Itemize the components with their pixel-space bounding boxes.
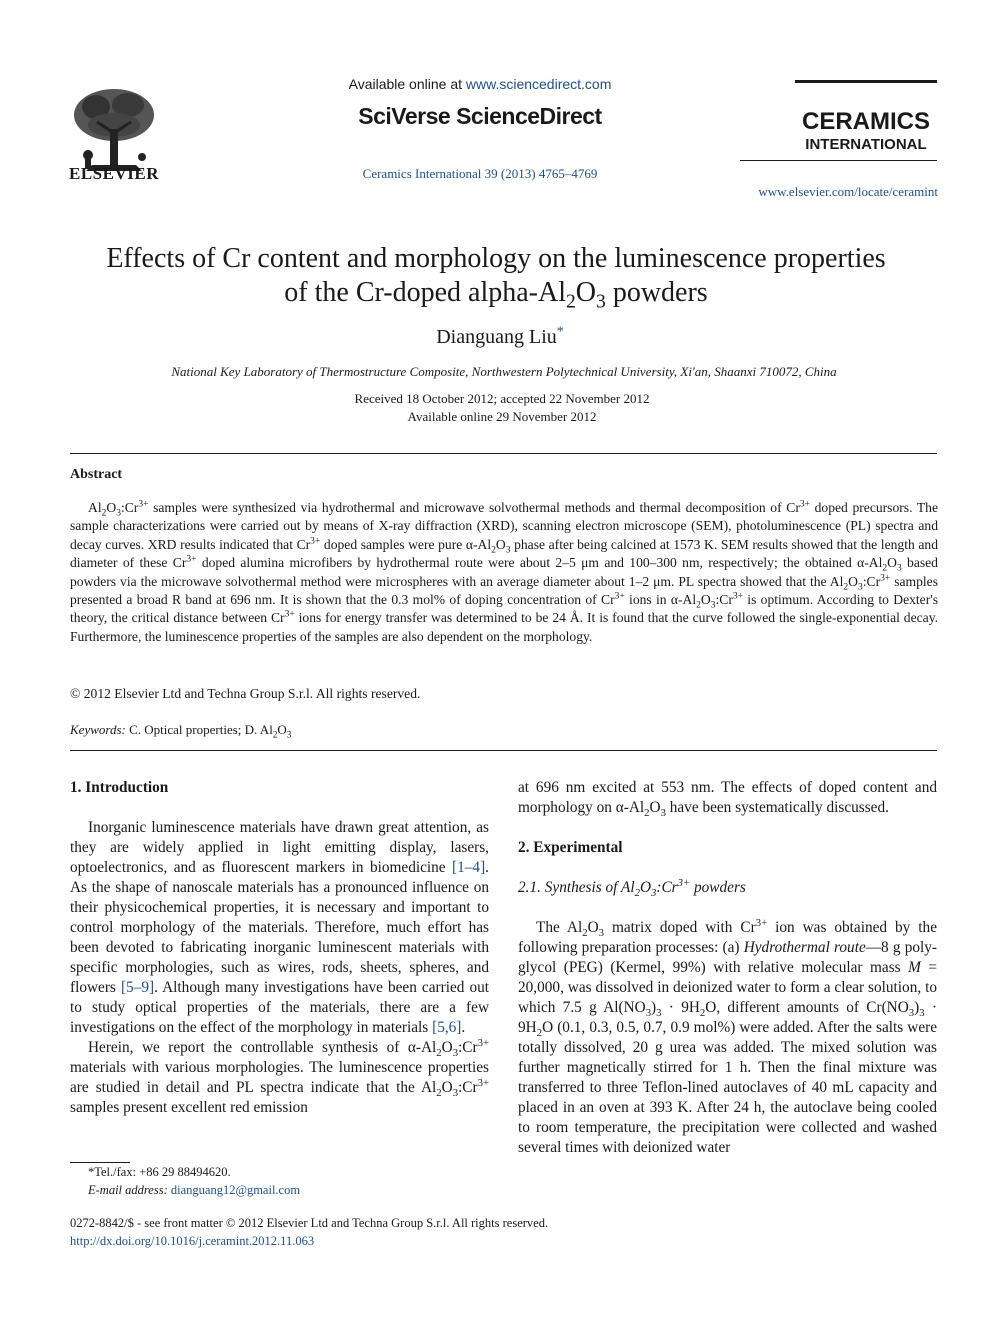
abstract-top-rule bbox=[70, 453, 937, 454]
intro-paragraph-2-cont: at 696 nm excited at 553 nm. The effects of doped content and morphology on $\alpha-Al_2O_3$ have been systematically discussed. bbox=[518, 779, 937, 820]
journal-logo-line1: CERAMICS bbox=[801, 108, 930, 135]
article-title bbox=[60, 242, 932, 313]
author-footnote-mark[interactable]: * bbox=[556, 324, 564, 340]
keywords: Keywords: C. Optical properties; D. $Al_2O_3$ bbox=[70, 722, 292, 740]
available-prefix: Available online at bbox=[348, 76, 466, 92]
journal-homepage-link[interactable]: www.elsevier.com/locate/ceramint bbox=[758, 184, 938, 199]
right-column bbox=[518, 778, 937, 1158]
journal-citation-link[interactable]: Ceramics International 39 (2013) 4765–4769 bbox=[362, 166, 598, 181]
footnote-email: E-mail address: dianguang12@gmail.com bbox=[88, 1183, 301, 1197]
page-footer bbox=[70, 1214, 770, 1250]
subsection-heading-synthesis: 2.1. Synthesis of $Al_2O_3:Cr^{3+}$ powders bbox=[518, 876, 746, 900]
journal-logo-underline bbox=[740, 160, 937, 161]
ref-link-1-4[interactable]: [1–4] bbox=[452, 859, 486, 876]
affiliation: National Key Laboratory of Thermostructure Composite, Northwestern Polytechnical University, Xi'an, Shaanxi 710072, China bbox=[171, 364, 837, 379]
keywords-label: Keywords: bbox=[70, 722, 126, 737]
doi-link[interactable]: http://dx.doi.org/10.1016/j.ceramint.2012.11.063 bbox=[70, 1234, 315, 1248]
experimental-paragraph-1: The $Al_2O_3$ matrix doped with $Cr^{3+}$ ion was obtained by the following preparation processes: (a) Hydrothermal route—8 g poly-glycol (PEG) (Kermel, 99%) with relative molecular mass M = 20,000, was dissolved in deionized water to form a clear solution, to which 7.5 g $Al(NO_3)_3 \cdot 9H_2O$, different amounts of $Cr(NO_3)_3 \cdot 9H_2O$ (0.1, 0.3, 0.5, 0.7, 0.9 mol%) were added. After the salts were totally dissolved, 20 g urea was added. The mixed solution was further magnetically stirred for 1 h. Then the final mixture was transferred to three Teflon-lined autoclaves of 40 mL capacity and placed in an oven at 393 K. After 24 h, the autoclave being cooled to room temperature, the precipitation were collected and washed several times with deionized water bbox=[518, 916, 937, 1156]
author-name: Dianguang Liu* bbox=[436, 324, 564, 348]
intro-paragraph-1: Inorganic luminescence materials have drawn great attention, as they are widely applied in light emitting display, lasers, optoelectronics, and as fluorescent markers in biomedicine [1–4]. As the shape of nanoscale materials has a pronounced influence on their physicochemical properties, it is necessary and important to control morphology of the materials. Therefore, much effort has been devoted to fabricating inorganic luminescent materials with specific morphologies, such as wires, rods, sheets, spheres, and flowers [5–9]. Although many investigations have been carried out to study optical properties of the materials, there are a few investigations on the effect of the morphology in materials [5,6]. bbox=[70, 819, 489, 1036]
ref-link-5-6[interactable]: [5,6] bbox=[432, 1019, 462, 1036]
article-dates bbox=[200, 390, 804, 426]
sciencedirect-link[interactable]: www.sciencedirect.com bbox=[465, 76, 612, 92]
journal-logo-rule bbox=[795, 80, 937, 83]
section-heading-introduction: 1. Introduction bbox=[70, 779, 169, 796]
abstract-heading: Abstract bbox=[70, 467, 123, 482]
platform-wordmark: SciVerse ScienceDirect bbox=[358, 103, 602, 129]
online-date: Available online 29 November 2012 bbox=[407, 409, 597, 424]
available-online bbox=[320, 76, 640, 92]
received-dates: Received 18 October 2012; accepted 22 November 2012 bbox=[354, 391, 650, 406]
journal-logo-line2: INTERNATIONAL bbox=[805, 136, 927, 153]
footnotes bbox=[70, 1163, 490, 1199]
author-email-link[interactable]: dianguang12@gmail.com bbox=[167, 1183, 301, 1197]
left-column bbox=[70, 778, 489, 1118]
abstract-copyright: © 2012 Elsevier Ltd and Techna Group S.r.l. All rights reserved. bbox=[70, 686, 421, 701]
section-heading-experimental: 2. Experimental bbox=[518, 839, 623, 856]
footnote-tel: *Tel./fax: +86 29 88494620. bbox=[88, 1165, 231, 1179]
ref-link-5-9[interactable]: [5–9] bbox=[120, 979, 155, 996]
abstract-body: $Al_2O_3:Cr^{3+}$ samples were synthesized via hydrothermal and microwave solvothermal methods and thermal decomposition of $Cr^{3+}$ doped precursors. The sample characterizations were carried out by means of X-ray diffraction (XRD), scanning electron microscope (SEM), photoluminescence (PL) spectra and decay curves. XRD results indicated that $Cr^{3+}$ doped samples were pure $\alpha-Al_2O_3$ phase after being calcined at 1573 K. SEM results showed that the length and diameter of these $Cr^{3+}$ doped alumina microfibers by hydrothermal route were about 2–5 μm and 100–300 nm, respectively; the obtained $\alpha-Al_2O_3$ based powders via the microwave solvothermal method were microspheres with an average diameter about 1–2 μm. PL spectra showed that the $Al_2O_3:Cr^{3+}$ samples presented a broad R band at 696 nm. It is shown that the 0.3 mol% of doping concentration of $Cr^{3+}$ ions in $\alpha-Al_2O_3:Cr^{3+}$ is optimum. According to Dexter's theory, the critical distance between $Cr^{3+}$ ions for energy transfer was determined to be 24 Å. It is found that the curve followed the single-exponential decay. Furthermore, the luminescence properties of the samples are also dependent on the morphology. bbox=[70, 499, 939, 644]
issn-line: 0272-8842/$ - see front matter © 2012 Elsevier Ltd and Techna Group S.r.l. All rights reserved. bbox=[70, 1216, 549, 1230]
intro-paragraph-2: Herein, we report the controllable synthesis of $\alpha-Al_2O_3:Cr^{3+}$ materials with various morphologies. The luminescence properties are studied in detail and PL spectra indicate that the $Al_2O_3:Cr^{3+}$ samples present excellent red emission bbox=[70, 1036, 489, 1116]
title-line-2: of the Cr-doped alpha-$Al_2O_3$ powders bbox=[284, 277, 708, 313]
publisher-wordmark: ELSEVIER bbox=[69, 164, 159, 183]
title-line-1: Effects of Cr content and morphology on the luminescence properties bbox=[106, 243, 886, 274]
abstract-bottom-rule bbox=[70, 750, 937, 751]
